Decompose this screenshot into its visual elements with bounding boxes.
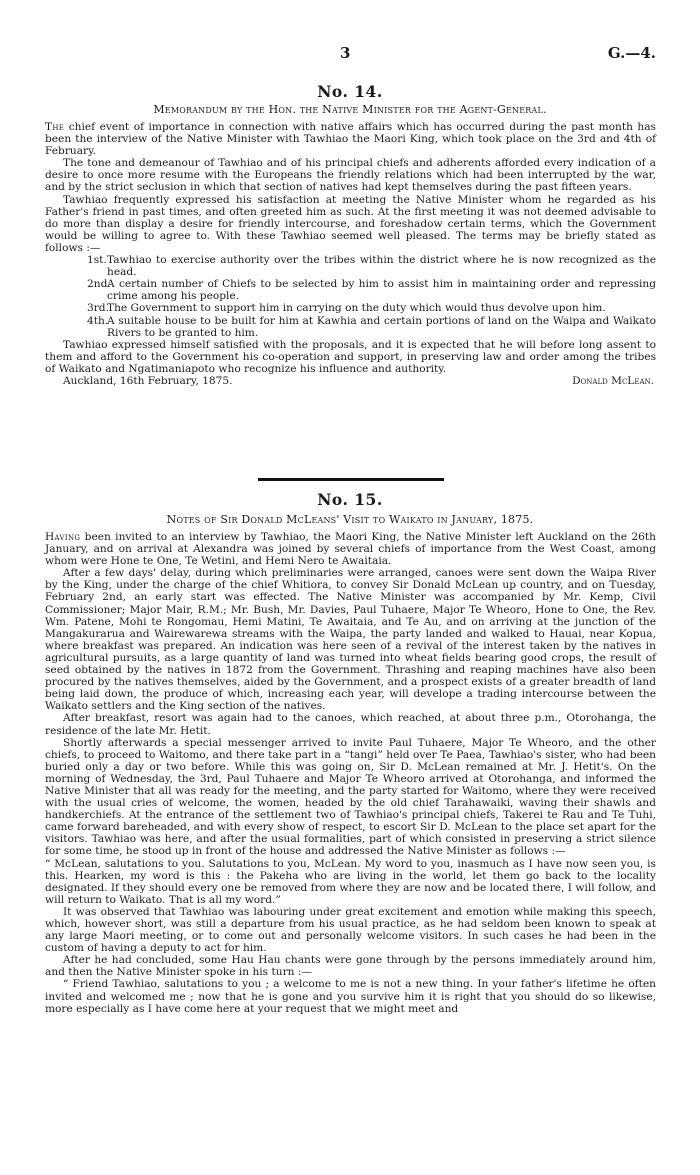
list-text: A suitable house to be built for him at Kawhia and certain portions of land on the Waipa and Waikato Rivers to be granted to him. bbox=[107, 314, 656, 339]
list-text: The Government to support him in carrying on the duty which would thus devolve upon him. bbox=[107, 302, 606, 315]
list-number: 3rd. bbox=[87, 302, 109, 315]
paragraph: After breakfast, resort was again had to the canoes, which reached, at about three p.m., Otorohanga, the residence of the late Mr. Hetit. bbox=[45, 712, 656, 737]
paragraph bbox=[45, 531, 656, 567]
subtitle-text: Notes of Sir Donald McLeans' Visit to Waikato in January, 1875. bbox=[166, 513, 534, 526]
paragraph: Tawhiao expressed himself satisfied with the proposals, and it is expected that he will before long assent to them and afford to the Government his co-operation and support, in preserving law and order among the tribes of Waikato and Ngatimaniapoto who recognize his influence and authority. bbox=[45, 338, 656, 375]
list-text: Tawhiao to exercise authority over the tribes within the district where he is now recognized as the head. bbox=[107, 254, 656, 279]
paragraph-text: chief event of importance in connection with native affairs which has occurred during the past month has been the interview of the Native Minister with Tawhiao the Maori King, which took place on the 3rd and 4th of February. bbox=[45, 121, 656, 158]
page-number: 3 bbox=[340, 44, 351, 62]
lead-word: Having bbox=[45, 531, 81, 543]
list-number: 1st. bbox=[87, 254, 107, 267]
paragraph: The tone and demeanour of Tawhiao and of his principal chiefs and adherents afforded every indication of a desire to once more resume with the Europeans the friendly relations which had been interrupted by the war, and by the strict seclusion in which that section of natives had kept themselves during the past fifteen years. bbox=[45, 157, 656, 194]
page-header bbox=[0, 44, 700, 66]
paragraph: It was observed that Tawhiao was labouring under great excitement and emotion while making this speech, which, however short, was still a departure from his usual practice, as he had seldom been known to speak at any large Maori meeting, or to come out and personally welcome visitors. In such cases he had been in the custom of having a deputy to act for him. bbox=[45, 905, 656, 955]
list-item bbox=[45, 315, 656, 339]
section-divider bbox=[258, 478, 444, 481]
lead-word: The bbox=[45, 121, 65, 133]
paragraph: After he had concluded, some Hau Hau chants were gone through by the persons immediately around him, and then the Native Minister spoke in his turn :— bbox=[45, 954, 656, 979]
section-title-no15: No. 15. bbox=[317, 490, 383, 509]
section-title-no14: No. 14. bbox=[317, 82, 383, 101]
terms-list bbox=[45, 254, 656, 339]
signature-line bbox=[45, 375, 656, 387]
list-item bbox=[45, 254, 656, 278]
paragraph: “ McLean, salutations to you. Salutations to you, McLean. My word to you, inasmuch as I have now seen you, is this. Hearken, my word is this : the Pakeha who are living in the world, let them go back to the locality designated. If they should every one be removed from where they are now and be located there, I will follow, and will return to Waikato. That is all my word.” bbox=[45, 857, 656, 906]
list-number: 4th. bbox=[87, 314, 109, 327]
paragraph: After a few days' delay, during which preliminaries were arranged, canoes were sent down the Waipa River by the King, under the charge of the chief Whitiora, to convey Sir Donald McLean up country, and on Tuesday, February 2nd, an early start was effected. The Native Minister was accompanied by Mr. Kemp, Civil Commissioner; Major Mair, R.M.; Mr. Bush, Mr. Davies, Paul Tuhaere, Major Te Wheoro, Hone to One, the Rev. Wm. Patene, Mohi te Rongomau, Hemi Matini, Te Awaitaia, and Te Au, and on arriving at the junction of the Mangakurarua and Wairewarewa streams with the Waipa, the party landed and walked to Hauai, near Kopua, where breakfast was prepared. An indication was here seen of a revival of the interest taken by the natives in agricultural pursuits, as a large quantity of land was turned into wheat fields bearing good crops, the result of seed obtained by the natives in 1872 from the Government. Thrashing and reaping machines have also been procured by the natives themselves, aided by the Government, and a prospect exists of a greater breadth of land being laid down, the produce of which, increasing each year, will develope a trading intercourse between the Waikato settlers and the King section of the natives. bbox=[45, 567, 656, 713]
paragraph: Tawhiao frequently expressed his satisfaction at meeting the Native Minister whom he regarded as his Father's friend in past times, and often greeted him as such. At the first meeting it was not deemed advisable to do more than display a desire for friendly intercourse, and foreshadow certain terms, which the Government would be willing to agree to. With these Tawhiao seemed well pleased. The terms may be briefly stated as follows :— bbox=[45, 193, 656, 254]
paragraph: Shortly afterwards a special messenger arrived to invite Paul Tuhaere, Major Te Wheoro, and the other chiefs, to proceed to Waitomo, and there take part in a “tangi” held over Te Paea, Tawhiao's sister, who had been buried only a day or two before. While this was going on, Sir D. McLean remained at Mr. J. Hetit's. On the morning of Wednesday, the 3rd, Paul Tuhaere and Major Te Wheoro arrived at Otorohanga, and informed the Native Minister that all was ready for the meeting, and the party started for Waitomo, where they were received with the usual cries of welcome, the women, headed by the old chief Tarahawaiki, waving their shawls and handkerchiefs. At the entrance of the settlement two of Tawhiao's principal chiefs, Takerei te Rau and Te Tuhi, came forward bareheaded, and with every show of respect, to escort Sir D. McLean to the place set apart for the visitors. Tawhiao was here, and after the usual formalities, part of which consisted in preserving a strict silence for some time, he stood up in front of the house and addressed the Native Minister as follows :— bbox=[45, 736, 656, 858]
section-subtitle-no14: Memorandum by the Hon. the Native Minister for the Agent-General. bbox=[153, 103, 547, 116]
notes-body bbox=[45, 531, 656, 1015]
memorandum-body bbox=[45, 121, 656, 387]
place-date: Auckland, 16th February, 1875. bbox=[63, 374, 233, 387]
list-number: 2nd. bbox=[87, 278, 111, 291]
signature: Donald McLean. bbox=[572, 374, 654, 387]
list-text: A certain number of Chiefs to be selected by him to assist him in maintaining order and repressing crime among his people. bbox=[107, 278, 656, 303]
paragraph: “ Friend Tawhiao, salutations to you ; a welcome to me is not a new thing. In your father's lifetime he often invited and welcomed me ; now that he is gone and you survive him it is right that you should do so likewise, more especially as I have come here at your request that we might meet and bbox=[45, 978, 656, 1015]
document-reference: G.—4. bbox=[607, 44, 656, 62]
section-subtitle-no15 bbox=[40, 513, 660, 526]
list-item bbox=[45, 302, 656, 314]
paragraph bbox=[45, 121, 656, 157]
paragraph-text: been invited to an interview by Tawhiao, the Maori King, the Native Minister left Auckland on the 26th January, and on arrival at Alexandra was joined by several chiefs of importance from the West Coast, among whom were Hone te One, Te Wetini, and Hemi Nero te Awaitaia. bbox=[45, 531, 656, 568]
list-item bbox=[45, 278, 656, 302]
